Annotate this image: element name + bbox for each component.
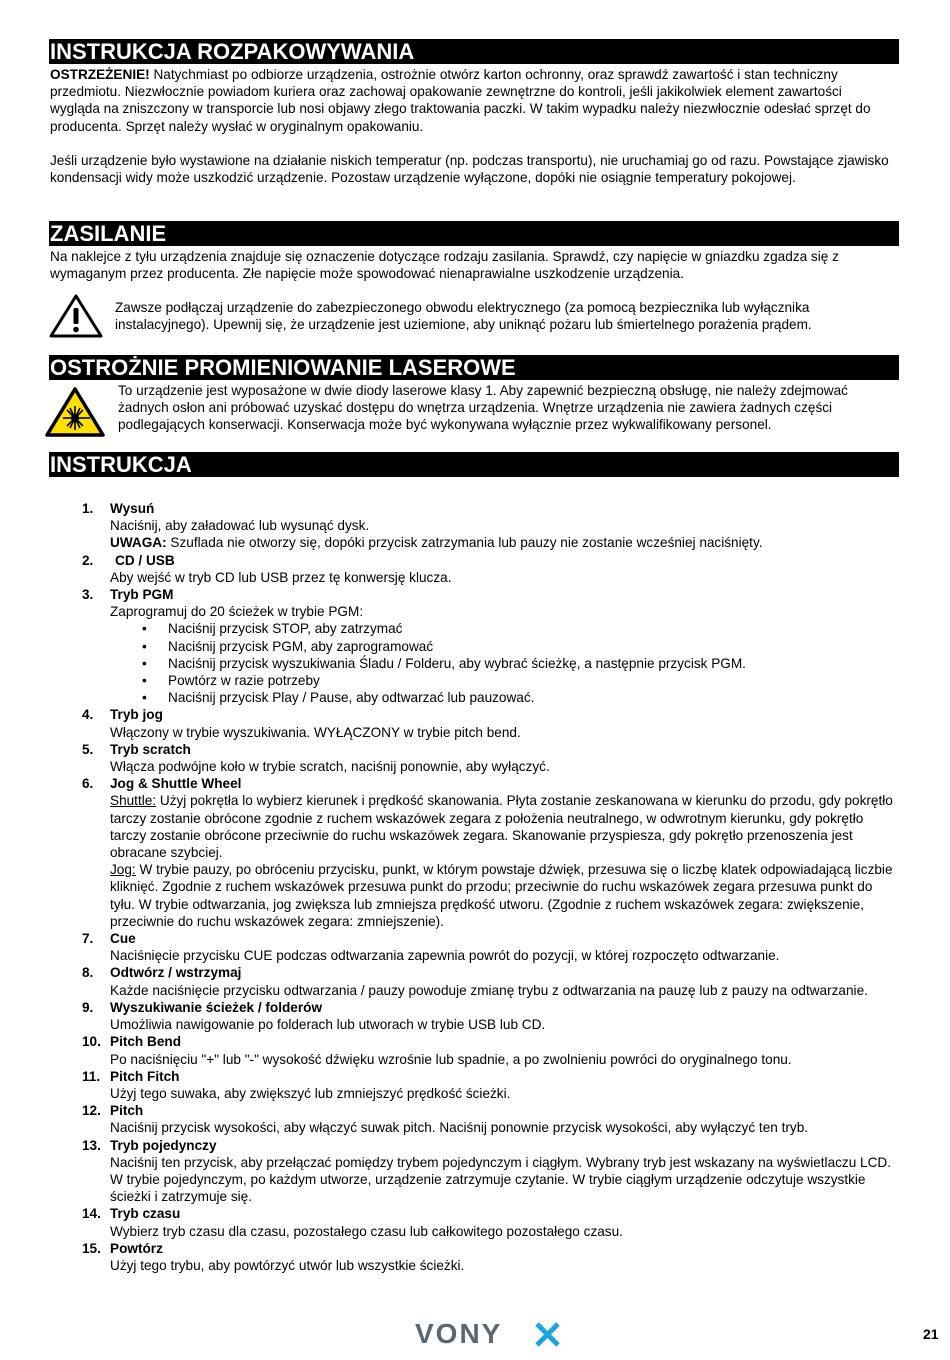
warning-label: OSTRZEŻENIE!	[50, 67, 150, 82]
instructions-list	[82, 500, 897, 1274]
item-title: Tryb czasu	[110, 1206, 181, 1222]
list-item: 3. Tryb PGM Zaprogramuj do 20 ścieżek w trybie PGM: • Naciśnij przycisk STOP, aby zatrzymać • Naciśnij przycisk PGM, aby zaprogramować • Naciśnij przycisk wyszukiwania Śladu / Folderu, aby wybrać ścieżkę, a następnie przycisk PGM. • Powtórz w razie potrzeby • Naciśnij przycisk Play / Pause, aby odtwarzać lub pauzować.	[82, 586, 897, 706]
item-title: Cue	[110, 931, 136, 947]
unpack-condensation-paragraph: Jeśli urządzenie było wystawione na działanie niskich temperatur (np. podczas transportu), nie uruchamiaj go od razu. Powstające zjawisko kondensacji widy może uszkodzić urządzenie. Pozostaw urządzenie wyłączone, dopóki nie osiągnie temperatury pokojowej.	[50, 153, 889, 186]
shuttle-label: Shuttle:	[110, 793, 157, 809]
list-item: 10. Pitch Bend Po naciśnięciu "+" lub "-" wysokość dźwięku wzrośnie lub spadnie, a po zwolnieniu powróci do oryginalnego tonu.	[82, 1033, 897, 1067]
power-paragraph: Na naklejce z tyłu urządzenia znajduje się oznaczenie dotyczące rodzaju zasilania. Sprawdź, czy napięcie w gniazdku zgadza się z wymaganym przez producenta. Złe napięcie może spowodować nienaprawialne uszkodzenie urządzenia.	[50, 249, 839, 282]
brand-logo-text: VONY	[415, 1318, 503, 1348]
item-title: Pitch	[110, 1103, 144, 1119]
bullet-item: • Naciśnij przycisk PGM, aby zaprogramować	[140, 638, 897, 655]
list-item: 2. CD / USB Aby wejść w tryb CD lub USB przez tę konwersję klucza.	[82, 552, 897, 586]
section-title-instructions: INSTRUKCJA	[49, 452, 899, 477]
item-title: Tryb scratch	[110, 741, 191, 757]
bullet-item: • Naciśnij przycisk wyszukiwania Śladu / Folderu, aby wybrać ścieżkę, a następnie przycisk PGM.	[140, 655, 897, 672]
list-item: 13. Tryb pojedynczy Naciśnij ten przycisk, aby przełączać pomiędzy trybem pojedynczym i ciągłym. Wybrany tryb jest wskazany na wyświetlaczu LCD. W trybie pojedynczym, po każdym utworze, urządzenie zatrzymuje czytanie. W trybie ciągłym urządzenie odczytuje wszystkie ścieżki i zatrzymuje się.	[82, 1137, 897, 1206]
list-item: 15. Powtórz Użyj tego trybu, aby powtórzyć utwór lub wszystkie ścieżki.	[82, 1240, 897, 1274]
laser-warning-text: To urządzenie jest wyposażone w dwie diody laserowe klasy 1. Aby zapewnić bezpieczną obsługę, nie należy zdejmować żadnych osłon ani próbować uzyskać dostępu do wnętrza urządzenia. Wnętrze urządzenia nie zawiera żadnych części podlegających konserwacji. Konserwacja może być wykonywana wyłącznie przez wykwalifikowany personel.	[118, 383, 848, 433]
item-title: Pitch Bend	[110, 1034, 181, 1050]
power-warning-text: Zawsze podłączaj urządzenie do zabezpieczonego obwodu elektrycznego (za pomocą bezpiecznika lub wyłącznika instalacyjnego). Upewnij się, że urządzenie jest uziemione, aby uniknąć pożaru lub śmiertelnego porażenia prądem.	[115, 300, 812, 333]
item-title: Odtwórz / wstrzymaj	[110, 965, 242, 981]
unpack-warning-paragraph	[50, 66, 895, 135]
list-item: 7. Cue Naciśnięcie przycisku CUE podczas odtwarzania zapewnia powrót do pozycji, w której rozpoczęto odtwarzanie.	[82, 930, 897, 964]
bullet-list	[140, 620, 897, 706]
section-title-power: ZASILANIE	[49, 221, 899, 246]
note-label: UWAGA:	[110, 535, 167, 551]
warning-text: Natychmiast po odbiorze urządzenia, ostrożnie otwórz karton ochronny, oraz sprawdź zawartość i stan techniczny przedmiotu. Niezwłocznie powiadom kuriera oraz zachowaj opakowanie zewnętrzne do kontroli, jeśli jakikolwiek element zawartości wygląda na zniszczony w transporcie lub nosi objawy złego traktowania paczki. W takim wypadku należy niezwłocznie odesłać sprzęt do producenta. Sprzęt należy wysłać w oryginalnym opakowaniu.	[50, 67, 871, 134]
item-title: Tryb jog	[110, 707, 163, 723]
section-title-laser: OSTROŻNIE PROMIENIOWANIE LASEROWE	[49, 355, 899, 380]
item-title: Tryb pojedynczy	[110, 1137, 217, 1153]
item-title: Powtórz	[110, 1240, 163, 1256]
bullet-item: • Powtórz w razie potrzeby	[140, 672, 897, 689]
exclamation-triangle-icon	[49, 294, 103, 342]
list-item: 5. Tryb scratch Włącza podwójne koło w trybie scratch, naciśnij ponownie, aby wyłączyć.	[82, 741, 897, 775]
list-item: 11. Pitch Fitch Użyj tego suwaka, aby zwiększyć lub zmniejszyć prędkość ścieżki.	[82, 1068, 897, 1102]
item-title: Pitch Fitch	[110, 1068, 180, 1084]
item-title: Jog & Shuttle Wheel	[110, 776, 242, 792]
page-number: 21	[923, 1326, 939, 1342]
item-title: CD / USB	[115, 552, 175, 568]
list-item: 9. Wyszukiwanie ścieżek / folderów Umożliwia nawigowanie po folderach lub utworach w trybie USB lub CD.	[82, 999, 897, 1033]
list-item: 1. Wysuń Naciśnij, aby załadować lub wysunąć dysk. UWAGA: Szuflada nie otworzy się, dopóki przycisk zatrzymania lub pauzy nie zostanie wcześniej naciśnięty.	[82, 500, 897, 552]
list-item: 8. Odtwórz / wstrzymaj Każde naciśnięcie przycisku odtwarzania / pauzy powoduje zmianę trybu z odtwarzania na pauzę lub z pauzy na odtwarzanie.	[82, 964, 897, 998]
laser-warning-icon	[45, 387, 105, 441]
item-title: Wysuń	[110, 501, 155, 516]
logo-x-mark-icon	[537, 1324, 558, 1345]
list-item: 4. Tryb jog Włączony w trybie wyszukiwania. WYŁĄCZONY w trybie pitch bend.	[82, 706, 897, 740]
item-title: Tryb PGM	[110, 587, 174, 603]
list-item: 6. Jog & Shuttle Wheel Shuttle: Użyj pokrętła lo wybierz kierunek i prędkość skanowania. Płyta zostanie zeskanowana w kierunku do przodu, gdy pokrętło tarczy zostanie obrócone zgodnie z ruchem wskazówek zegara z położenia neutralnego, w odwrotnym kierunku, gdy pokrętło tarczy zostanie obrócone przeciwnie do ruchu wskazówek zegara. Skanowanie przyspiesza, gdy pokrętło przenoszenia jest obracane szybciej. Jog: W trybie pauzy, po obróceniu przycisku, punkt, w którym powstaje dźwięk, przesuwa się o liczbę klatek odpowiadającą liczbie kliknięć. Zgodnie z ruchem wskazówek przesuwa punkt do przodu; przeciwnie do ruchu wskazówek zegara przesuwa punkt do tyłu. W trybie odtwarzania, jog zwiększa lub zmniejsza prędkość utworu. (Zgodnie z ruchem wskazówek zegara: zwiększenie, przeciwnie do ruchu wskazówek zegara: zmniejszenie).	[82, 775, 897, 930]
list-item: 14. Tryb czasu Wybierz tryb czasu dla czasu, pozostałego czasu lub całkowitego pozostałego czasu.	[82, 1205, 897, 1239]
section-title-unpacking: INSTRUKCJA ROZPAKOWYWANIA	[49, 39, 899, 64]
item-title: Wyszukiwanie ścieżek / folderów	[110, 999, 323, 1015]
brand-logo	[415, 1318, 565, 1352]
bullet-item: • Naciśnij przycisk Play / Pause, aby odtwarzać lub pauzować.	[140, 689, 897, 706]
jog-label: Jog:	[110, 862, 136, 878]
list-item: 12. Pitch Naciśnij przycisk wysokości, aby włączyć suwak pitch. Naciśnij ponownie przycisk wysokości, aby wyłączyć ten tryb.	[82, 1102, 897, 1136]
bullet-item: • Naciśnij przycisk STOP, aby zatrzymać	[140, 620, 897, 637]
